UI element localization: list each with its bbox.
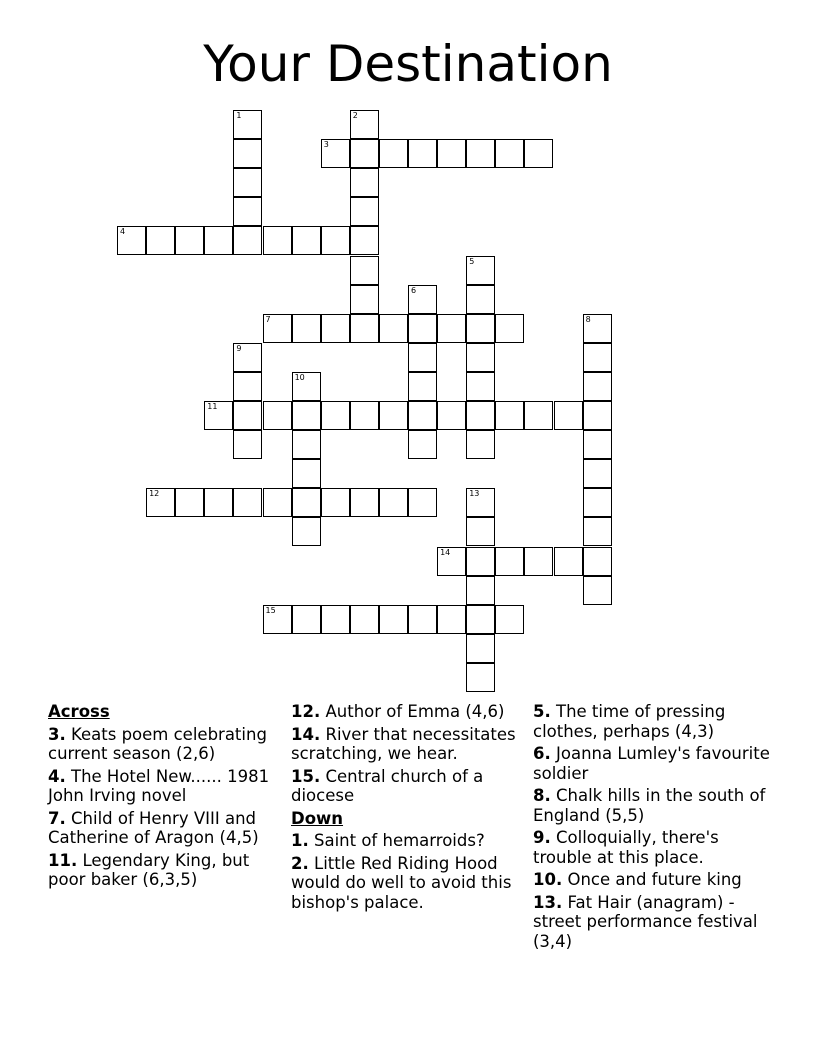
- clue-number: 14: [440, 547, 451, 557]
- grid-cell[interactable]: [321, 226, 350, 255]
- grid-cell[interactable]: [350, 226, 379, 255]
- grid-cell[interactable]: [466, 343, 495, 372]
- clue-text: Saint of hemarroids?: [314, 831, 485, 850]
- across-heading: Across: [48, 702, 110, 721]
- grid-cell[interactable]: [524, 547, 553, 576]
- clue-number: 9: [236, 343, 242, 353]
- clue-number: 10: [294, 372, 305, 382]
- clue-text: Chalk hills in the south of England (5,5): [533, 786, 766, 825]
- grid-cell[interactable]: [379, 401, 408, 430]
- grid-cell[interactable]: [554, 401, 583, 430]
- grid-cell[interactable]: [263, 605, 292, 634]
- clue-number-label: 7.: [48, 808, 66, 828]
- grid-cell[interactable]: [524, 139, 553, 168]
- grid-cell[interactable]: [554, 547, 583, 576]
- grid-cell[interactable]: [146, 226, 175, 255]
- grid-cell[interactable]: [350, 256, 379, 285]
- grid-cell[interactable]: [146, 488, 175, 517]
- grid-cell[interactable]: [204, 226, 233, 255]
- grid-cell[interactable]: [408, 343, 437, 372]
- clue-text: Colloquially, there's trouble at this place.: [533, 828, 719, 867]
- grid-cell[interactable]: [233, 139, 262, 168]
- grid-cell[interactable]: [495, 547, 524, 576]
- grid-cell[interactable]: [495, 139, 524, 168]
- grid-cell[interactable]: [583, 547, 612, 576]
- across-clue: [291, 767, 531, 806]
- grid-cell[interactable]: [292, 517, 321, 546]
- grid-cell[interactable]: [233, 110, 262, 139]
- grid-cell[interactable]: [233, 372, 262, 401]
- down-clue: [533, 828, 773, 867]
- clue-number-label: 6.: [533, 744, 551, 763]
- clue-text: Fat Hair (anagram) - street performance festival (3,4): [533, 892, 758, 951]
- grid-cell[interactable]: [321, 314, 350, 343]
- grid-cell[interactable]: [117, 226, 146, 255]
- down-clue: [533, 893, 773, 952]
- clues-column-3: [533, 702, 773, 954]
- clue-number: 5: [469, 256, 475, 266]
- grid-cell[interactable]: [466, 517, 495, 546]
- grid-cell[interactable]: [233, 197, 262, 226]
- down-clue: [291, 854, 531, 913]
- grid-cell[interactable]: [350, 605, 379, 634]
- grid-cell[interactable]: [350, 197, 379, 226]
- down-clue: [291, 831, 531, 851]
- clue-number: 13: [469, 489, 480, 499]
- grid-cell[interactable]: [466, 401, 495, 430]
- clue-text: Child of Henry VIII and Catherine of Aragon (4,5): [48, 808, 259, 847]
- grid-cell[interactable]: [292, 401, 321, 430]
- grid-cell[interactable]: [408, 430, 437, 459]
- grid-cell[interactable]: [321, 139, 350, 168]
- grid-cell[interactable]: [292, 430, 321, 459]
- clue-text: Legendary King, but poor baker (6,3,5): [48, 850, 250, 889]
- clue-text: Little Red Riding Hood would do well to avoid this bishop's palace.: [291, 853, 512, 912]
- across-clue: [48, 767, 288, 806]
- grid-cell[interactable]: [379, 605, 408, 634]
- grid-cell[interactable]: [466, 256, 495, 285]
- clue-number: 8: [585, 314, 591, 324]
- grid-cell[interactable]: [379, 139, 408, 168]
- clue-number: 15: [265, 605, 276, 615]
- grid-cell[interactable]: [204, 488, 233, 517]
- grid-cell[interactable]: [379, 314, 408, 343]
- clue-number-label: 11.: [48, 850, 78, 870]
- grid-cell[interactable]: [437, 401, 466, 430]
- grid-cell[interactable]: [466, 430, 495, 459]
- grid-cell[interactable]: [408, 488, 437, 517]
- grid-cell[interactable]: [350, 401, 379, 430]
- grid-cell[interactable]: [350, 285, 379, 314]
- clue-number: 12: [149, 489, 160, 499]
- across-clue: [48, 809, 288, 848]
- clue-number: 11: [207, 402, 218, 411]
- grid-cell[interactable]: [495, 401, 524, 430]
- grid-cell[interactable]: [495, 314, 524, 343]
- clues-column-1: [48, 702, 288, 893]
- grid-cell[interactable]: [583, 430, 612, 459]
- grid-cell[interactable]: [175, 488, 204, 517]
- clue-number-label: 15.: [291, 766, 321, 786]
- clue-number: 2: [352, 111, 358, 120]
- clue-number-label: 5.: [533, 702, 551, 721]
- down-clue: [533, 744, 773, 783]
- grid-cell[interactable]: [466, 314, 495, 343]
- grid-cell[interactable]: [437, 139, 466, 168]
- grid-cell[interactable]: [350, 110, 379, 139]
- grid-cell[interactable]: [437, 605, 466, 634]
- grid-cell[interactable]: [466, 547, 495, 576]
- clue-number-label: 8.: [533, 786, 551, 805]
- clue-text: Author of Emma (4,6): [325, 702, 505, 721]
- grid-cell[interactable]: [350, 314, 379, 343]
- clue-number: 1: [236, 111, 242, 120]
- grid-cell[interactable]: [466, 372, 495, 401]
- down-clue: [533, 870, 773, 890]
- across-clue: [48, 851, 288, 890]
- grid-cell[interactable]: [495, 605, 524, 634]
- clue-number: 7: [265, 314, 271, 324]
- grid-cell[interactable]: [466, 285, 495, 314]
- grid-cell[interactable]: [263, 401, 292, 430]
- clue-text: The time of pressing clothes, perhaps (4,3): [533, 702, 726, 741]
- puzzle-title: Your Destination: [203, 35, 613, 93]
- down-heading: Down: [291, 808, 344, 828]
- grid-cell[interactable]: [466, 634, 495, 663]
- across-clue: [291, 702, 531, 722]
- grid-cell[interactable]: [321, 488, 350, 517]
- clue-number-label: 10.: [533, 870, 563, 889]
- clue-text: The Hotel New...... 1981 John Irving novel: [48, 766, 270, 805]
- grid-cell[interactable]: [583, 343, 612, 372]
- grid-cell[interactable]: [583, 401, 612, 430]
- clue-text: Joanna Lumley's favourite soldier: [533, 744, 770, 783]
- grid-cell[interactable]: [379, 488, 408, 517]
- clue-number: 4: [120, 227, 126, 237]
- grid-cell[interactable]: [408, 401, 437, 430]
- grid-cell[interactable]: [233, 488, 262, 517]
- grid-cell[interactable]: [263, 488, 292, 517]
- across-clue: [48, 725, 288, 764]
- grid-cell[interactable]: [408, 285, 437, 314]
- grid-cell[interactable]: [292, 488, 321, 517]
- grid-cell[interactable]: [408, 605, 437, 634]
- grid-cell[interactable]: [204, 401, 233, 430]
- grid-cell[interactable]: [233, 401, 262, 430]
- grid-cell[interactable]: [233, 343, 262, 372]
- grid-cell[interactable]: [292, 372, 321, 401]
- clue-number-label: 9.: [533, 828, 551, 847]
- clue-number-label: 3.: [48, 724, 66, 744]
- grid-cell[interactable]: [408, 314, 437, 343]
- grid-cell[interactable]: [350, 168, 379, 197]
- grid-cell[interactable]: [437, 547, 466, 576]
- grid-cell[interactable]: [466, 139, 495, 168]
- grid-cell[interactable]: [233, 430, 262, 459]
- grid-cell[interactable]: [408, 372, 437, 401]
- grid-cell[interactable]: [350, 139, 379, 168]
- clue-number: 3: [323, 140, 329, 150]
- grid-cell[interactable]: [292, 314, 321, 343]
- grid-cell[interactable]: [583, 372, 612, 401]
- clue-text: Central church of a diocese: [291, 766, 484, 805]
- clue-number: 6: [411, 285, 417, 295]
- grid-cell[interactable]: [583, 488, 612, 517]
- grid-cell[interactable]: [466, 605, 495, 634]
- grid-cell[interactable]: [321, 605, 350, 634]
- grid-cell[interactable]: [437, 314, 466, 343]
- grid-cell[interactable]: [321, 401, 350, 430]
- grid-cell[interactable]: [524, 401, 553, 430]
- grid-cell[interactable]: [292, 605, 321, 634]
- clue-text: Once and future king: [567, 870, 742, 889]
- grid-cell[interactable]: [175, 226, 204, 255]
- clue-number-label: 13.: [533, 892, 563, 912]
- clues-column-2: [291, 702, 531, 915]
- grid-cell[interactable]: [408, 139, 437, 168]
- clue-text: River that necessitates scratching, we hear.: [291, 724, 516, 763]
- down-clue: [533, 786, 773, 825]
- grid-cell[interactable]: [292, 226, 321, 255]
- grid-cell[interactable]: [233, 226, 262, 255]
- clue-text: Keats poem celebrating current season (2,6): [48, 724, 267, 763]
- across-clue: [291, 725, 531, 764]
- grid-cell[interactable]: [350, 488, 379, 517]
- grid-cell[interactable]: [583, 517, 612, 546]
- grid-cell[interactable]: [292, 459, 321, 488]
- grid-cell[interactable]: [466, 663, 495, 692]
- grid-cell[interactable]: [583, 576, 612, 605]
- grid-cell[interactable]: [466, 488, 495, 517]
- clue-number-label: 14.: [291, 724, 321, 744]
- grid-cell[interactable]: [263, 314, 292, 343]
- clue-number-label: 12.: [291, 702, 321, 721]
- clue-number-label: 1.: [291, 831, 309, 850]
- grid-cell[interactable]: [583, 314, 612, 343]
- grid-cell[interactable]: [466, 576, 495, 605]
- grid-cell[interactable]: [583, 459, 612, 488]
- clue-number-label: 2.: [291, 853, 309, 873]
- clue-number-label: 4.: [48, 766, 66, 786]
- grid-cell[interactable]: [233, 168, 262, 197]
- down-clue: [533, 702, 773, 741]
- grid-cell[interactable]: [263, 226, 292, 255]
